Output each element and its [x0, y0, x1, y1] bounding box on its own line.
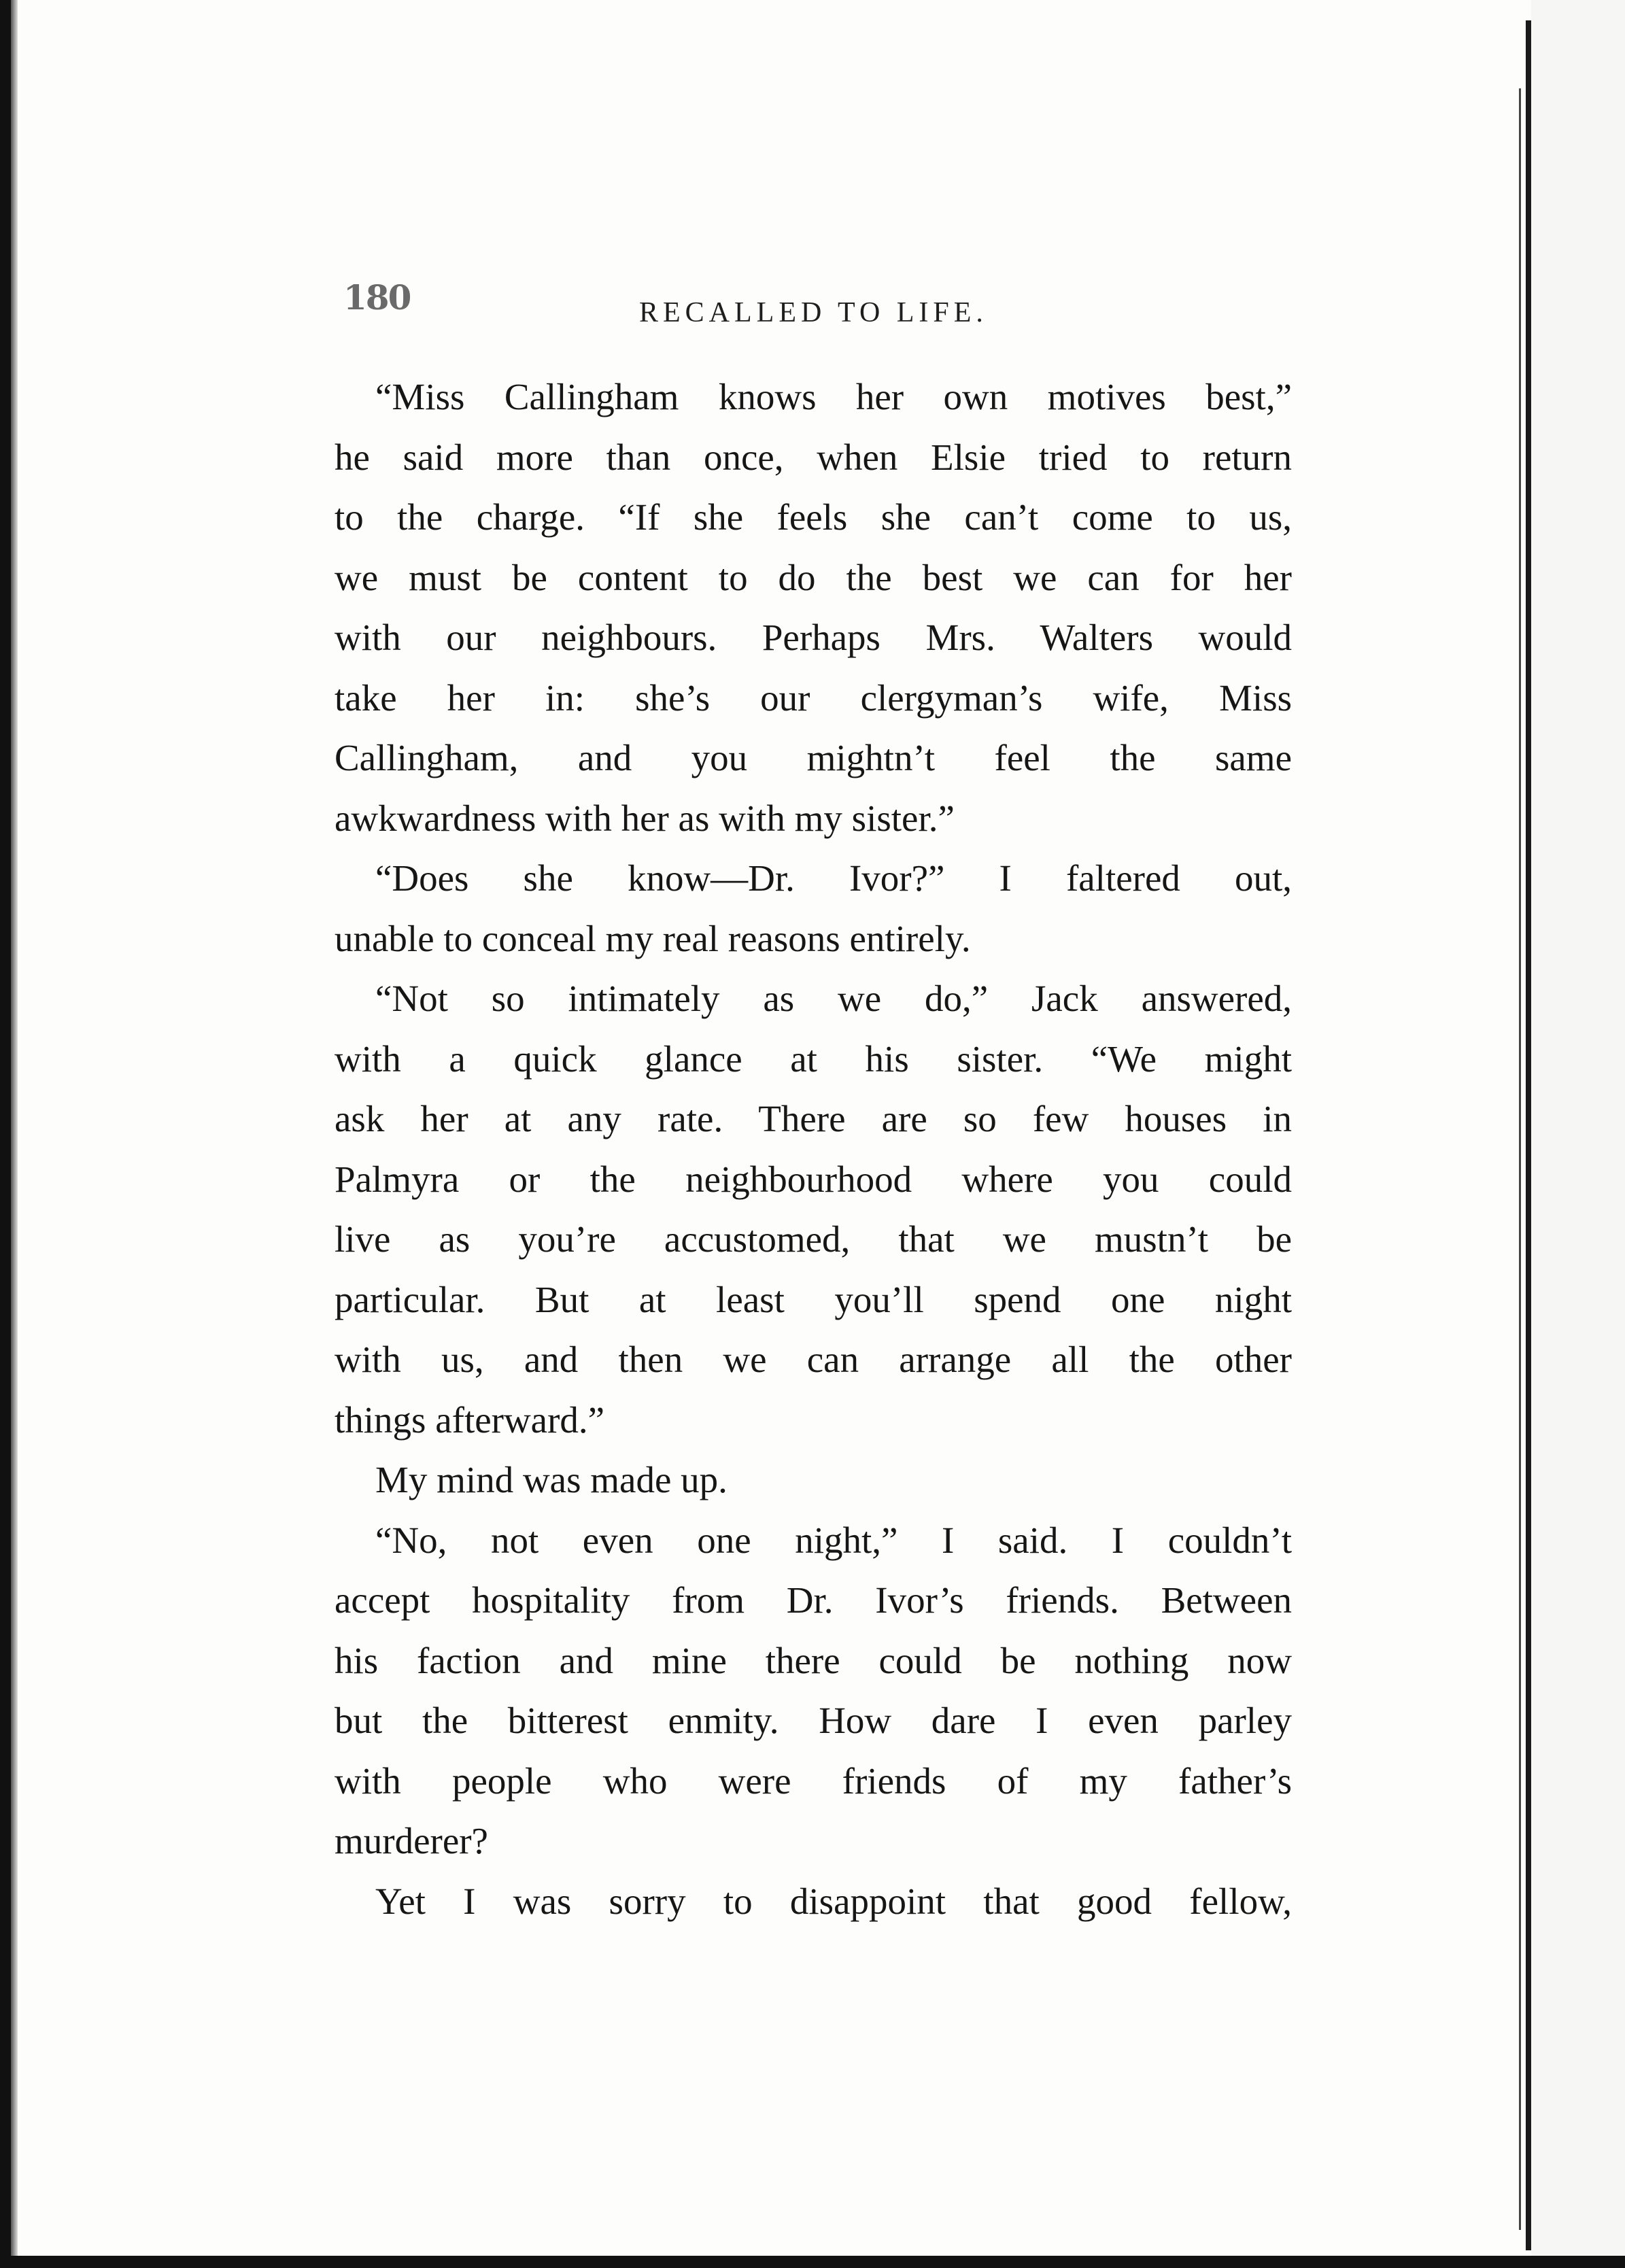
text-line: accept hospitality from Dr. Ivor’s friends. Between — [335, 1579, 1292, 1621]
text-line: with people who were friends of my father’s — [335, 1759, 1292, 1802]
text-line: with us, and then we can arrange all the other — [335, 1339, 1292, 1380]
text-line: My mind was made up. — [375, 1459, 728, 1500]
text-line: his faction and mine there could be nothing now — [335, 1639, 1292, 1681]
text-line: Yet I was sorry to disappoint that good fellow, — [375, 1880, 1292, 1922]
text-line: we must be content to do the best we can for her — [335, 556, 1292, 598]
text-line: ask her at any rate. There are so few houses in — [335, 1098, 1292, 1139]
text-line: awkwardness with her as with my sister.” — [335, 797, 955, 839]
text-line: particular. But at least you’ll spend one night — [335, 1278, 1292, 1320]
scan-edge-left — [0, 0, 11, 2268]
text-line: take her in: she’s our clergyman’s wife, Miss — [335, 676, 1292, 719]
text-line: “No, not even one night,” I said. I couldn’t — [375, 1519, 1292, 1561]
text-line: “Does she know—Dr. Ivor?” I faltered out, — [375, 857, 1292, 899]
text-line: with a quick glance at his sister. “We might — [335, 1037, 1292, 1080]
text-line: “Not so intimately as we do,” Jack answered, — [375, 978, 1292, 1019]
page-edge-line — [1526, 20, 1531, 2250]
text-line: murderer? — [335, 1820, 488, 1861]
text-line: but the bitterest enmity. How dare I even parley — [335, 1700, 1292, 1741]
text-line: he said more than once, when Elsie tried to return — [335, 436, 1292, 478]
page-number: 180 — [343, 277, 411, 317]
text-line: Palmyra or the neighbourhood where you could — [335, 1158, 1292, 1200]
text-line: unable to conceal my real reasons entirely. — [335, 917, 971, 959]
page-edge-line-inner — [1519, 88, 1521, 2230]
running-head — [343, 277, 1295, 332]
scan-edge-bottom — [0, 2256, 1625, 2268]
text-line: “Miss Callingham knows her own motives best,” — [375, 376, 1292, 417]
scan-edge-right — [1531, 0, 1625, 2268]
text-line: things afterward.” — [335, 1398, 605, 1441]
text-line: with our neighbours. Perhaps Mrs. Walters would — [335, 617, 1292, 658]
text-line: Callingham, and you mightn’t feel the same — [335, 737, 1292, 778]
running-title: RECALLED TO LIFE. — [639, 297, 988, 328]
scan-edge-shadow — [11, 0, 18, 2268]
text-line: to the charge. “If she feels she can’t come to us, — [335, 496, 1292, 538]
text-line: live as you’re accustomed, that we mustn’t be — [335, 1218, 1292, 1260]
body-text — [335, 367, 1292, 1931]
